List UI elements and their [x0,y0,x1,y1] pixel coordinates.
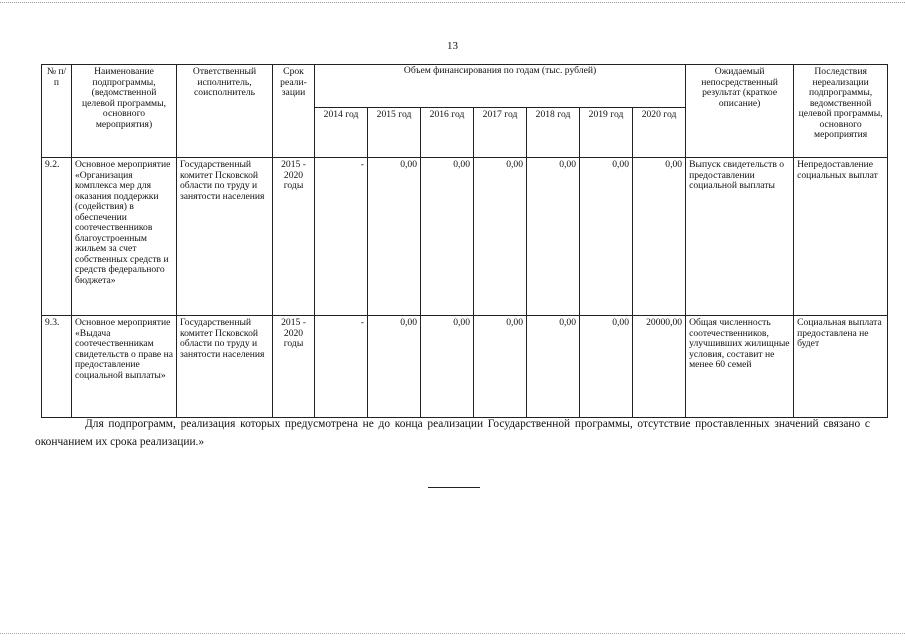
row-value: 0,00 [421,316,474,418]
header-funding: Объем финансирования по годам (тыс. рублей) [315,65,686,108]
row-consequences: Непредоставление социальных выплат [794,158,888,316]
row-value: 0,00 [368,158,421,316]
header-name: Наименование подпрограммы, (ведомственной целевой программы, основного мероприятия) [72,65,177,158]
row-value: 0,00 [474,158,527,316]
row-num: 9.2. [42,158,72,316]
row-result: Общая численность соотечественников, улучшивших жилищные условия, составит не менее 60 семей [686,316,794,418]
row-term: 2015 - 2020 годы [273,316,315,418]
row-term: 2015 - 2020 годы [273,158,315,316]
header-year: 2019 год [580,108,633,158]
header-num: № п/п [42,65,72,158]
row-value: 0,00 [580,316,633,418]
scan-edge-bottom [0,633,905,634]
table-row [42,316,888,418]
row-value: - [315,158,368,316]
row-value: 0,00 [633,158,686,316]
header-consequences: Последствия нереализации подпрограммы, ведомственной целевой программы, основного мероприятия [794,65,888,158]
header-result: Ожидаемый непосредственный результат (краткое описание) [686,65,794,158]
header-year: 2020 год [633,108,686,158]
header-year: 2014 год [315,108,368,158]
row-value: 20000,00 [633,316,686,418]
row-value: 0,00 [527,158,580,316]
row-value: 0,00 [527,316,580,418]
row-responsible: Государственный комитет Псковской области по труду и занятости населения [177,158,273,316]
header-year: 2018 год [527,108,580,158]
row-name: Основное мероприятие «Выдача соотечественникам свидетельств о праве на предоставление социальной выплаты» [72,316,177,418]
row-value: 0,00 [421,158,474,316]
header-year: 2015 год [368,108,421,158]
row-value: 0,00 [474,316,527,418]
row-responsible: Государственный комитет Псковской области по труду и занятости населения [177,316,273,418]
header-year: 2016 год [421,108,474,158]
row-value: 0,00 [580,158,633,316]
scan-edge-top [0,2,905,3]
header-term: Срок реали-зации [273,65,315,158]
header-responsible: Ответственный исполнитель, соисполнитель [177,65,273,158]
footnote-text: Для подпрограмм, реализация которых предусмотрена не до конца реализации Государственной программы, отсутствие проставленных значений связано с окончанием их срока реализации.» [35,418,870,448]
financing-table [41,64,888,418]
row-consequences: Социальная выплата предоставлена не будет [794,316,888,418]
row-name: Основное мероприятие «Организация комплекса мер для оказания поддержки (содействия) в обеспечении соотечественников благоустроенным жильем за счет собственных средств и средств федерального бюджета» [72,158,177,316]
header-year: 2017 год [474,108,527,158]
page-number: 13 [447,40,458,52]
row-value: - [315,316,368,418]
end-divider [428,487,480,488]
table-row [42,158,888,316]
row-num: 9.3. [42,316,72,418]
row-value: 0,00 [368,316,421,418]
header-row-top [42,65,888,108]
row-result: Выпуск свидетельств о предоставлении социальной выплаты [686,158,794,316]
